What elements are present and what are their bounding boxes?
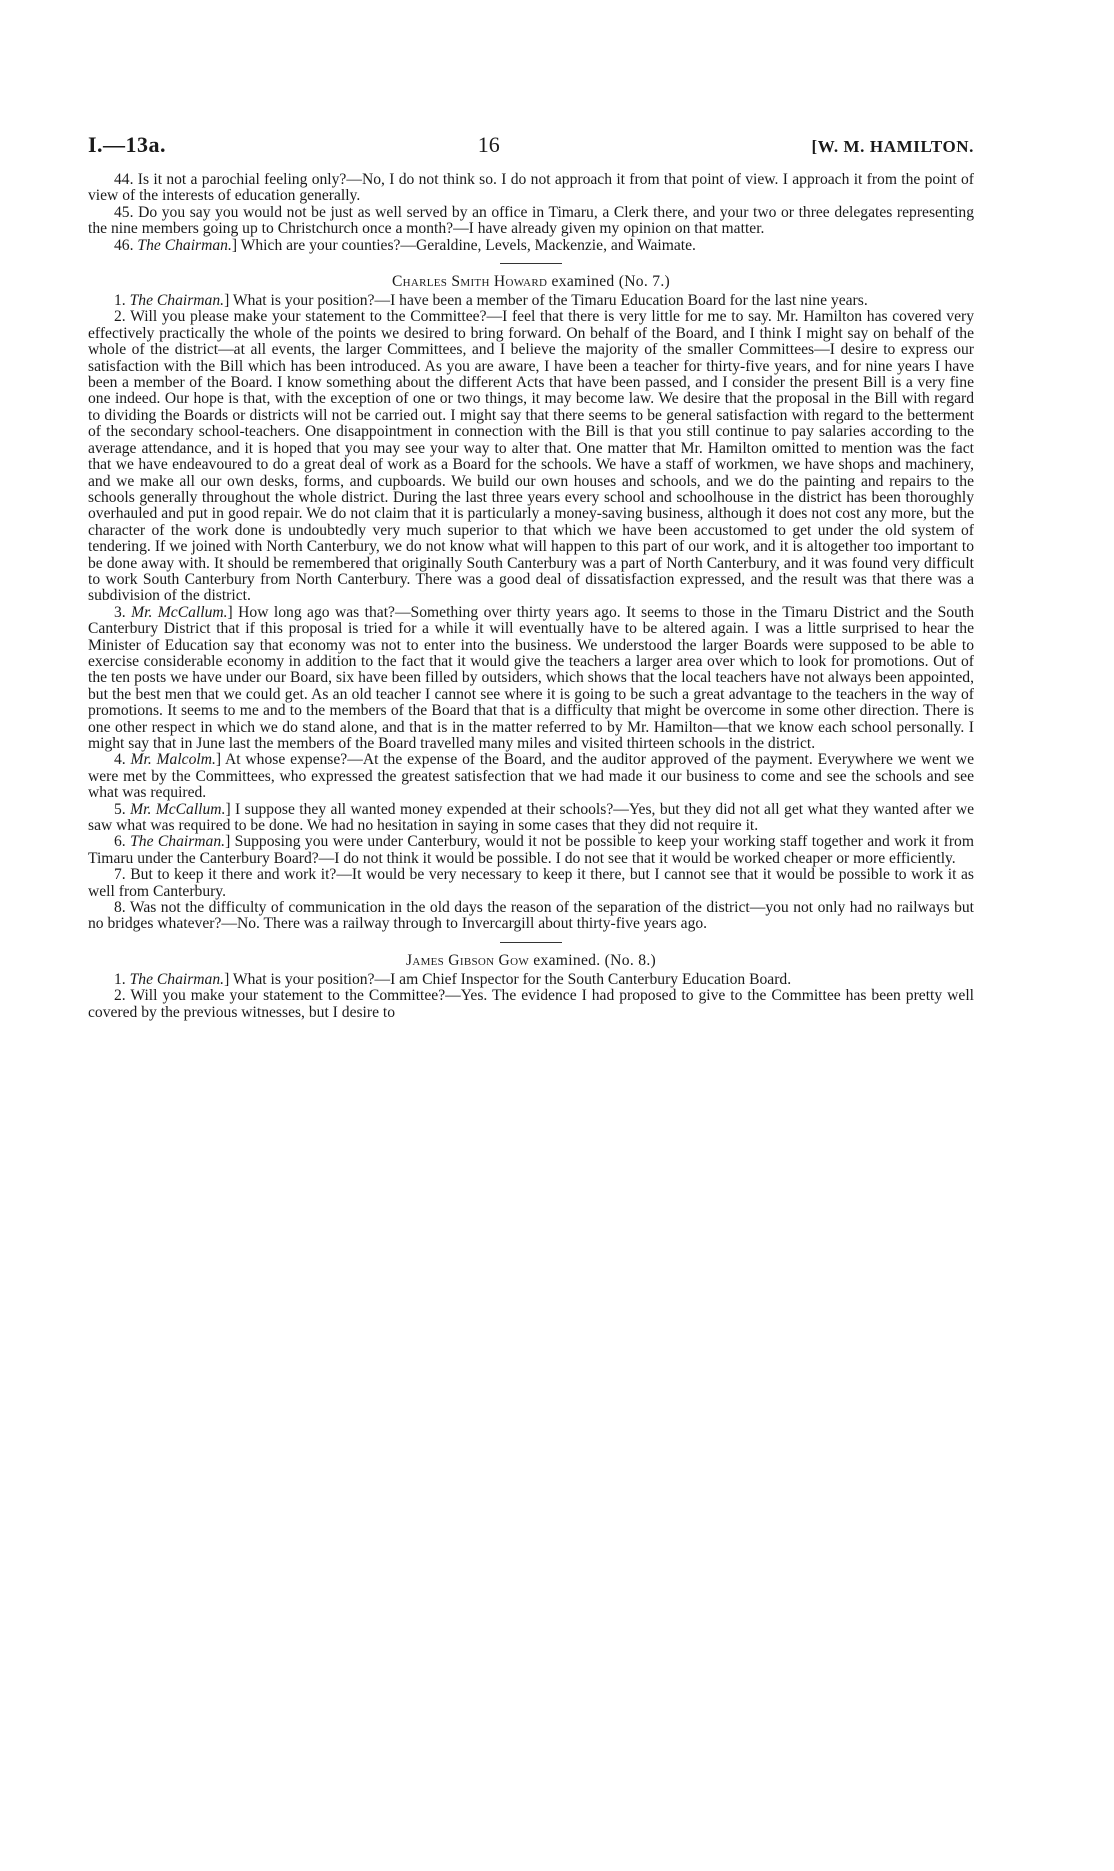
document-page xyxy=(88,132,974,1021)
speaker: Mr. McCallum. xyxy=(131,603,228,621)
page-header xyxy=(88,132,974,172)
speaker: The Chairman. xyxy=(137,236,232,254)
witness-heading-8: James Gibson Gow examined. (No. 8.) xyxy=(405,951,657,969)
speaker: The Chairman. xyxy=(129,970,225,988)
witness7-question-5: 5. Mr. McCallum.] I suppose they all wanted money expended at their schools?—Yes, but they did not all get what they wanted after we saw what was required to be done. We had no hesitation in saying in some cases that they did not require it. xyxy=(88,800,975,835)
document-reference: I.—13a. xyxy=(88,132,167,157)
section-divider xyxy=(500,942,562,943)
witness7-question-4: 4. Mr. Malcolm.] At whose expense?—At the expense of the Board, and the auditor approved of the payment. Everywhere we went we were met by the Committees, who expressed the greatest satisfection that we had made it our business to come and see the schools and see what was required. xyxy=(88,751,974,802)
witness-name: Charles Smith Howard xyxy=(391,273,548,291)
witness7-question-7: 7. But to keep it there and work it?—It would be very necessary to keep it there, but I cannot see that it would be possible to work it as well from Canterbury. xyxy=(88,866,974,900)
witness7-question-8: 8. Was not the difficulty of communication in the old days the reason of the separation of the district—you not only had no railways but no bridges whatever?—No. There was a railway through to Invercargill about thirty-five years ago. xyxy=(88,899,974,933)
question-46: 46. The Chairman.] Which are your counties?—Geraldine, Levels, Mackenzie, and Waimate. xyxy=(114,236,696,254)
witness-heading-7: Charles Smith Howard examined (No. 7.) xyxy=(391,273,671,291)
section-divider xyxy=(500,263,562,264)
page-number: 16 xyxy=(477,132,500,157)
witness8-question-1: 1. The Chairman.] What is your position?—I am Chief Inspector for the South Canterbury Education Board. xyxy=(114,970,792,988)
witness-name: James Gibson Gow xyxy=(405,951,530,969)
witness7-question-1: 1. The Chairman.] What is your position?—I have been a member of the Timaru Education Board for the last nine years. xyxy=(114,292,868,310)
question-44: 44. Is it not a parochial feeling only?—No, I do not think so. I do not approach it from that point of view. I approach it from the point of view of the interests of education generally. xyxy=(88,171,974,205)
speaker: The Chairman. xyxy=(129,292,225,310)
witness7-question-3: 3. Mr. McCallum.] How long ago was that?—Something over thirty years ago. It seems to those in the Timaru District and the South Canterbury District that if this proposal is tried for a while it will eventually have to be altered again. I was a little surprised to hear the Minister of Education say that economy was not to enter into the business. We understood the larger Boards were supposed to be able to exercise considerable economy in addition to the fact that it would give the teachers a larger area over which to look for promotions. Out of the ten posts we have under our Board, six have been filled by outsiders, which shows that the local teachers have not always been appointed, but the best men that we could get. As an old teacher I cannot see where it is going to be such a great advantage to the teachers in the way of promotions. It seems to me and to the members of the Board that that is a difficulty that might be overcome in some other direction. There is one other respect in which we do stand alone, and that is in the matter referred to by Mr. Hamilton—that we know each school personally. I might say that in June last the members of the Board travelled many miles and visited thirteen schools in the district. xyxy=(88,603,974,752)
witness-running-head: [W. M. HAMILTON. xyxy=(811,137,974,156)
witness7-question-6: 6. The Chairman.] Supposing you were under Canterbury, would it not be possible to keep your working staff together and work it from Timaru under the Canterbury Board?—I do not think it would be possible. I do not see that it would be worked cheaper or more efficiently. xyxy=(88,833,974,867)
witness8-question-2: 2. Will you make your statement to the Committee?—Yes. The evidence I had proposed to give to the Committee has been pretty well covered by the previous witnesses, but I desire to xyxy=(88,987,974,1021)
speaker: Mr. McCallum. xyxy=(130,800,226,818)
speaker: The Chairman. xyxy=(130,833,226,851)
witness7-question-2: 2. Will you please make your statement to the Committee?—I feel that there is very little for me to say. Mr. Hamilton has covered very effectively practically the whole of the points we desired to bring forward. On behalf of the Board, and I think I might say on behalf of the whole of the district—at all events, the larger Committees, and I believe the majority of the smaller Committees—I desire to express our satisfaction with the Bill which has been introduced. As you are aware, I have been a teacher for thirty-five years, and for nine years I have been a member of the Board. I know something about the different Acts that have been passed, and I consider the present Bill is a very fine one indeed. Our hope is that, with the exception of one or two things, it may become law. We desire that the proposal in the Bill with regard to dividing the Boards or districts will not be carried out. I might say that there seems to be general satisfaction with regard to the betterment of the secondary school-teachers. One disappointment in connection with the Bill is that you still continue to pay salaries according to the average attendance, and it is hoped that you may see your way to alter that. One matter that Mr. Hamilton omitted to mention was the fact that we have endeavoured to do a great deal of work as a Board for the schools. We have a staff of workmen, we have shops and machinery, and we make all our own desks, forms, and cupboards. We build our own houses and schools, and we do the painting and repairs to the schools generally throughout the whole district. During the last three years every school and schoolhouse in the district has been thoroughly overhauled and put in good repair. We do not claim that it is particularly a money-saving business, although it does not cost any more, but the character of the work done is undoubtedly very much superior to that which we have been accustomed to get under the old system of tendering. If we joined with North Canterbury, we do not know what will happen to this part of our work, and it is altogether too important to be done away with. It should be remembered that originally South Canterbury was a part of North Canterbury, and it was found very difficult to work South Canterbury from North Canterbury. There was a good deal of dissatisfaction expressed, and the result was that there was a subdivision of the district. xyxy=(88,308,974,605)
speaker: Mr. Malcolm. xyxy=(130,751,216,769)
question-45: 45. Do you say you would not be just as well served by an office in Timaru, a Clerk there, and your two or three delegates representing the nine members going up to Christchurch once a month?—I have already given my opinion on that matter. xyxy=(88,203,974,238)
